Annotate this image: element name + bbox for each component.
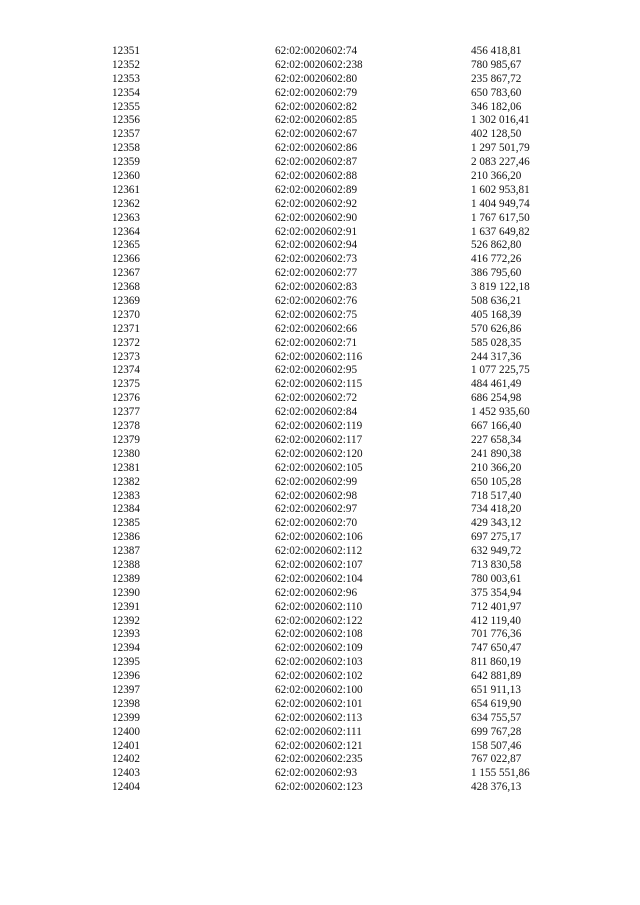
cadastral-value: 412 119,40: [471, 614, 521, 627]
cadastral-number: 62:02:0020602:121: [275, 739, 363, 752]
cadastral-value: 634 755,57: [471, 711, 522, 724]
table-row: [112, 448, 592, 462]
cadastral-value: 811 860,19: [471, 656, 521, 669]
cadastral-value: 1 155 551,86: [471, 767, 530, 780]
table-row: [112, 628, 592, 642]
row-number: 12399: [112, 711, 140, 724]
row-number: 12397: [112, 683, 140, 696]
table-row: [112, 656, 592, 670]
cadastral-value: 651 911,13: [471, 683, 521, 696]
cadastral-value: 210 366,20: [471, 170, 522, 183]
cadastral-value: 1 077 225,75: [471, 364, 530, 377]
cadastral-number: 62:02:0020602:100: [275, 683, 363, 696]
cadastral-value: 1 297 501,79: [471, 142, 530, 155]
row-number: 12379: [112, 433, 140, 446]
row-number: 12372: [112, 336, 140, 349]
cadastral-value: 697 275,17: [471, 531, 522, 544]
cadastral-number: 62:02:0020602:73: [275, 253, 358, 266]
table-row: [112, 462, 592, 476]
cadastral-value: 227 658,34: [471, 433, 522, 446]
table-row: [112, 128, 592, 142]
row-number: 12383: [112, 489, 140, 502]
row-number: 12395: [112, 656, 140, 669]
table-row: [112, 309, 592, 323]
cadastral-value: 456 418,81: [471, 45, 522, 57]
row-number: 12386: [112, 531, 140, 544]
table-row: [112, 392, 592, 406]
table-row: [112, 670, 592, 684]
cadastral-number: 62:02:0020602:97: [275, 503, 358, 516]
table-row: [112, 281, 592, 295]
cadastral-value: 428 376,13: [471, 781, 522, 794]
cadastral-value: 734 418,20: [471, 503, 522, 516]
row-number: 12393: [112, 628, 140, 641]
cadastral-number: 62:02:0020602:120: [275, 447, 363, 460]
table-row: [112, 642, 592, 656]
table-row: [112, 420, 592, 434]
row-number: 12403: [112, 767, 140, 780]
table-row: [112, 434, 592, 448]
row-number: 12351: [112, 45, 140, 57]
cadastral-number: 62:02:0020602:96: [275, 586, 358, 599]
table-row: [112, 517, 592, 531]
cadastral-number: 62:02:0020602:88: [275, 170, 358, 183]
table-row: [112, 101, 592, 115]
table-row: [112, 239, 592, 253]
cadastral-value: 1 767 617,50: [471, 211, 530, 224]
row-number: 12384: [112, 503, 140, 516]
cadastral-number: 62:02:0020602:235: [275, 753, 363, 766]
cadastral-value: 747 650,47: [471, 642, 522, 655]
row-number: 12370: [112, 308, 140, 321]
row-number: 12396: [112, 670, 140, 683]
row-number: 12402: [112, 753, 140, 766]
cadastral-value: 235 867,72: [471, 72, 522, 85]
cadastral-number: 62:02:0020602:67: [275, 128, 358, 141]
cadastral-value: 402 128,50: [471, 128, 522, 141]
row-number: 12365: [112, 239, 140, 252]
table-row: [112, 198, 592, 212]
table-row: [112, 45, 592, 59]
cadastral-value-table: [112, 45, 592, 795]
table-row: [112, 184, 592, 198]
row-number: 12387: [112, 545, 140, 558]
cadastral-number: 62:02:0020602:87: [275, 156, 358, 169]
row-number: 12373: [112, 350, 140, 363]
cadastral-number: 62:02:0020602:90: [275, 211, 358, 224]
table-row: [112, 573, 592, 587]
cadastral-number: 62:02:0020602:113: [275, 711, 363, 724]
table-row: [112, 684, 592, 698]
row-number: 12369: [112, 295, 140, 308]
row-number: 12355: [112, 100, 140, 113]
row-number: 12394: [112, 642, 140, 655]
cadastral-number: 62:02:0020602:102: [275, 670, 363, 683]
cadastral-number: 62:02:0020602:111: [275, 725, 362, 738]
cadastral-value: 241 890,38: [471, 447, 522, 460]
table-row: [112, 698, 592, 712]
row-number: 12404: [112, 781, 140, 794]
row-number: 12371: [112, 322, 140, 335]
cadastral-value: 484 461,49: [471, 378, 522, 391]
row-number: 12376: [112, 392, 140, 405]
row-number: 12381: [112, 461, 140, 474]
table-row: [112, 364, 592, 378]
cadastral-number: 62:02:0020602:101: [275, 697, 363, 710]
table-row: [112, 378, 592, 392]
row-number: 12358: [112, 142, 140, 155]
row-number: 12398: [112, 697, 140, 710]
row-number: 12385: [112, 517, 140, 530]
cadastral-value: 570 626,86: [471, 322, 522, 335]
table-row: [112, 295, 592, 309]
cadastral-number: 62:02:0020602:99: [275, 475, 358, 488]
cadastral-number: 62:02:0020602:106: [275, 531, 363, 544]
cadastral-value: 244 317,36: [471, 350, 522, 363]
cadastral-number: 62:02:0020602:89: [275, 183, 358, 196]
row-number: 12366: [112, 253, 140, 266]
cadastral-number: 62:02:0020602:71: [275, 336, 358, 349]
cadastral-number: 62:02:0020602:74: [275, 45, 358, 57]
row-number: 12400: [112, 725, 140, 738]
table-row: [112, 337, 592, 351]
cadastral-number: 62:02:0020602:105: [275, 461, 363, 474]
cadastral-number: 62:02:0020602:104: [275, 572, 363, 585]
cadastral-value: 429 343,12: [471, 517, 522, 530]
cadastral-value: 416 772,26: [471, 253, 522, 266]
row-number: 12375: [112, 378, 140, 391]
cadastral-value: 386 795,60: [471, 267, 522, 280]
row-number: 12401: [112, 739, 140, 752]
cadastral-value: 526 862,80: [471, 239, 522, 252]
cadastral-value: 158 507,46: [471, 739, 522, 752]
table-row: [112, 142, 592, 156]
table-row: [112, 253, 592, 267]
cadastral-value: 405 168,39: [471, 308, 522, 321]
cadastral-number: 62:02:0020602:91: [275, 225, 358, 238]
cadastral-value: 1 302 016,41: [471, 114, 530, 127]
row-number: 12391: [112, 600, 140, 613]
row-number: 12377: [112, 406, 140, 419]
cadastral-value: 650 783,60: [471, 86, 522, 99]
table-row: [112, 726, 592, 740]
cadastral-number: 62:02:0020602:123: [275, 781, 363, 794]
table-row: [112, 601, 592, 615]
cadastral-value: 1 602 953,81: [471, 183, 530, 196]
table-row: [112, 156, 592, 170]
cadastral-value: 2 083 227,46: [471, 156, 530, 169]
table-row: [112, 226, 592, 240]
table-row: [112, 323, 592, 337]
row-number: 12380: [112, 447, 140, 460]
row-number: 12356: [112, 114, 140, 127]
cadastral-number: 62:02:0020602:115: [275, 378, 363, 391]
cadastral-number: 62:02:0020602:93: [275, 767, 358, 780]
table-row: [112, 781, 592, 795]
table-row: [112, 267, 592, 281]
row-number: 12374: [112, 364, 140, 377]
row-number: 12389: [112, 572, 140, 585]
cadastral-value: 210 366,20: [471, 461, 522, 474]
cadastral-number: 62:02:0020602:83: [275, 281, 358, 294]
cadastral-number: 62:02:0020602:76: [275, 295, 358, 308]
cadastral-value: 642 881,89: [471, 670, 522, 683]
table-row: [112, 767, 592, 781]
table-row: [112, 73, 592, 87]
table-row: [112, 87, 592, 101]
cadastral-number: 62:02:0020602:95: [275, 364, 358, 377]
cadastral-number: 62:02:0020602:238: [275, 58, 363, 71]
cadastral-number: 62:02:0020602:77: [275, 267, 358, 280]
cadastral-value: 346 182,06: [471, 100, 522, 113]
table-row: [112, 545, 592, 559]
cadastral-value: 767 022,87: [471, 753, 522, 766]
cadastral-number: 62:02:0020602:112: [275, 545, 363, 558]
cadastral-value: 650 105,28: [471, 475, 522, 488]
table-row: [112, 351, 592, 365]
table-row: [112, 212, 592, 226]
cadastral-number: 62:02:0020602:122: [275, 614, 363, 627]
cadastral-number: 62:02:0020602:116: [275, 350, 363, 363]
cadastral-value: 686 254,98: [471, 392, 522, 405]
table-row: [112, 587, 592, 601]
cadastral-value: 632 949,72: [471, 545, 522, 558]
row-number: 12357: [112, 128, 140, 141]
row-number: 12359: [112, 156, 140, 169]
cadastral-number: 62:02:0020602:82: [275, 100, 358, 113]
row-number: 12352: [112, 58, 140, 71]
row-number: 12368: [112, 281, 140, 294]
cadastral-value: 1 637 649,82: [471, 225, 530, 238]
cadastral-value: 508 636,21: [471, 295, 522, 308]
cadastral-value: 375 354,94: [471, 586, 522, 599]
cadastral-value: 3 819 122,18: [471, 281, 530, 294]
row-number: 12363: [112, 211, 140, 224]
row-number: 12367: [112, 267, 140, 280]
row-number: 12392: [112, 614, 140, 627]
table-row: [112, 712, 592, 726]
cadastral-number: 62:02:0020602:110: [275, 600, 363, 613]
cadastral-number: 62:02:0020602:86: [275, 142, 358, 155]
table-row: [112, 476, 592, 490]
cadastral-value: 654 619,90: [471, 697, 522, 710]
cadastral-value: 780 003,61: [471, 572, 522, 585]
cadastral-number: 62:02:0020602:108: [275, 628, 363, 641]
cadastral-value: 1 452 935,60: [471, 406, 530, 419]
table-row: [112, 114, 592, 128]
table-row: [112, 490, 592, 504]
row-number: 12382: [112, 475, 140, 488]
cadastral-number: 62:02:0020602:72: [275, 392, 358, 405]
table-row: [112, 615, 592, 629]
row-number: 12360: [112, 170, 140, 183]
table-row: [112, 753, 592, 767]
row-number: 12364: [112, 225, 140, 238]
cadastral-number: 62:02:0020602:80: [275, 72, 358, 85]
row-number: 12378: [112, 420, 140, 433]
cadastral-number: 62:02:0020602:75: [275, 308, 358, 321]
row-number: 12361: [112, 183, 140, 196]
cadastral-value: 780 985,67: [471, 58, 522, 71]
row-number: 12388: [112, 558, 140, 571]
cadastral-number: 62:02:0020602:79: [275, 86, 358, 99]
cadastral-number: 62:02:0020602:119: [275, 420, 363, 433]
cadastral-number: 62:02:0020602:109: [275, 642, 363, 655]
cadastral-value: 585 028,35: [471, 336, 522, 349]
cadastral-number: 62:02:0020602:92: [275, 197, 358, 210]
cadastral-value: 718 517,40: [471, 489, 522, 502]
table-row: [112, 740, 592, 754]
cadastral-value: 712 401,97: [471, 600, 522, 613]
cadastral-number: 62:02:0020602:103: [275, 656, 363, 669]
cadastral-number: 62:02:0020602:84: [275, 406, 358, 419]
table-row: [112, 406, 592, 420]
cadastral-value: 667 166,40: [471, 420, 522, 433]
cadastral-number: 62:02:0020602:117: [275, 433, 363, 446]
table-row: [112, 559, 592, 573]
table-row: [112, 170, 592, 184]
cadastral-number: 62:02:0020602:66: [275, 322, 358, 335]
cadastral-value: 699 767,28: [471, 725, 522, 738]
table-row: [112, 531, 592, 545]
cadastral-number: 62:02:0020602:70: [275, 517, 358, 530]
cadastral-number: 62:02:0020602:94: [275, 239, 358, 252]
row-number: 12354: [112, 86, 140, 99]
cadastral-value: 701 776,36: [471, 628, 522, 641]
row-number: 12353: [112, 72, 140, 85]
table-row: [112, 59, 592, 73]
cadastral-value: 1 404 949,74: [471, 197, 530, 210]
cadastral-value: 713 830,58: [471, 558, 522, 571]
row-number: 12362: [112, 197, 140, 210]
cadastral-number: 62:02:0020602:98: [275, 489, 358, 502]
row-number: 12390: [112, 586, 140, 599]
cadastral-number: 62:02:0020602:85: [275, 114, 358, 127]
cadastral-number: 62:02:0020602:107: [275, 558, 363, 571]
table-row: [112, 503, 592, 517]
